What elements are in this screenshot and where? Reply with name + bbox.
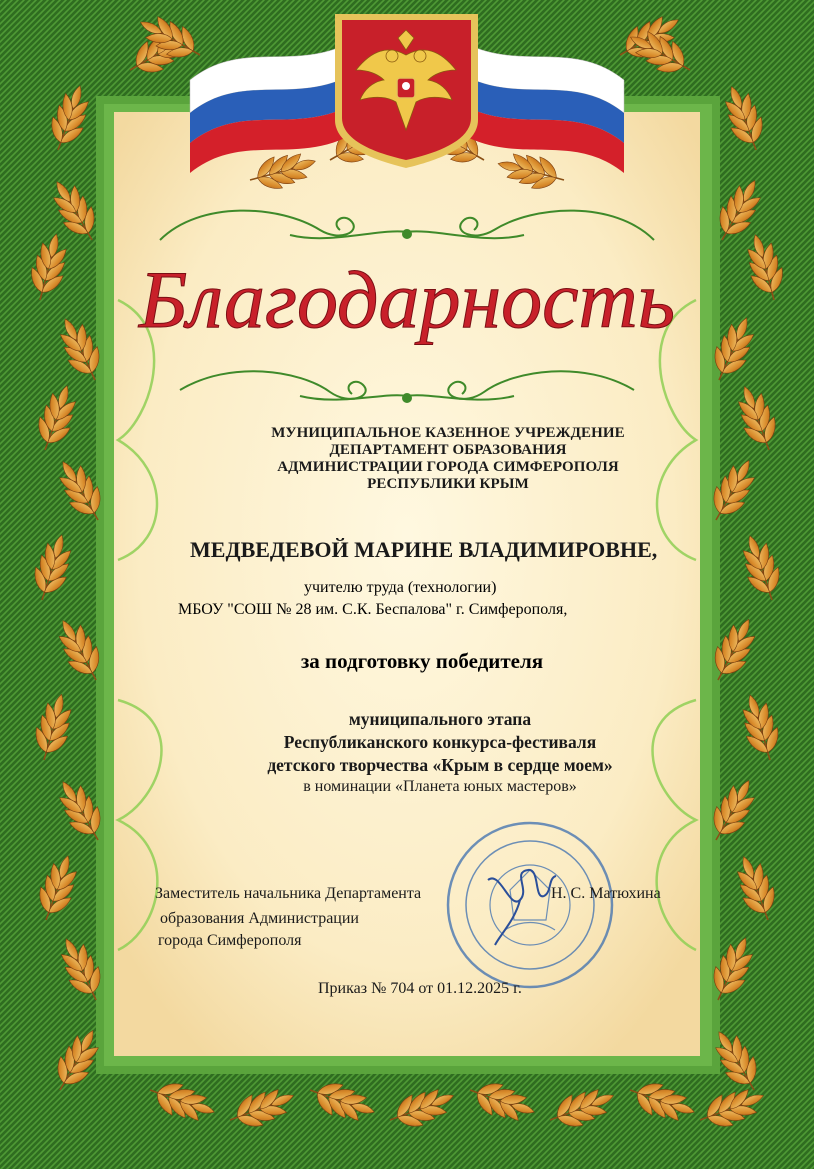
title-text: Благодарность (138, 254, 676, 345)
signatory-title-line-3: города Симферополя (158, 932, 302, 949)
recipient-school: МБОУ "СОШ № 28 им. С.К. Беспалова" г. Симферополя, (178, 601, 568, 618)
org-line-3: АДМИНИСТРАЦИИ ГОРОДА СИМФЕРОПОЛЯ (277, 459, 619, 475)
recipient-position: учителю труда (технологии) (304, 579, 497, 596)
issuing-organization (188, 425, 708, 493)
contest-line-2: Республиканского конкурса-фестиваля (283, 732, 597, 752)
contest-line-1: муниципального этапа (348, 709, 532, 729)
order-reference: Приказ № 704 от 01.12.2025 г. (318, 980, 522, 997)
contest-nomination: в номинации «Планета юных мастеров» (303, 778, 577, 795)
coat-of-arms-icon (335, 14, 478, 168)
org-line-1: МУНИЦИПАЛЬНОЕ КАЗЕННОЕ УЧРЕЖДЕНИЕ (271, 425, 625, 441)
recipient-name: МЕДВЕДЕВОЙ МАРИНЕ ВЛАДИМИРОВНЕ, (190, 537, 658, 562)
contest-line-3: детского творчества «Крым в сердце моем» (267, 755, 613, 775)
signatory-title-line-1: Заместитель начальника Департамента (155, 885, 422, 902)
signatory-name: Н. С. Матюхина (551, 885, 661, 902)
signatory-title-line-2: образования Администрации (160, 910, 359, 927)
org-line-4: РЕСПУБЛИКИ КРЫМ (367, 476, 529, 492)
award-reason: за подготовку победителя (300, 649, 544, 673)
org-line-2: ДЕПАРТАМЕНТ ОБРАЗОВАНИЯ (329, 442, 567, 458)
certificate-title (112, 245, 702, 355)
contest-details (200, 708, 680, 797)
